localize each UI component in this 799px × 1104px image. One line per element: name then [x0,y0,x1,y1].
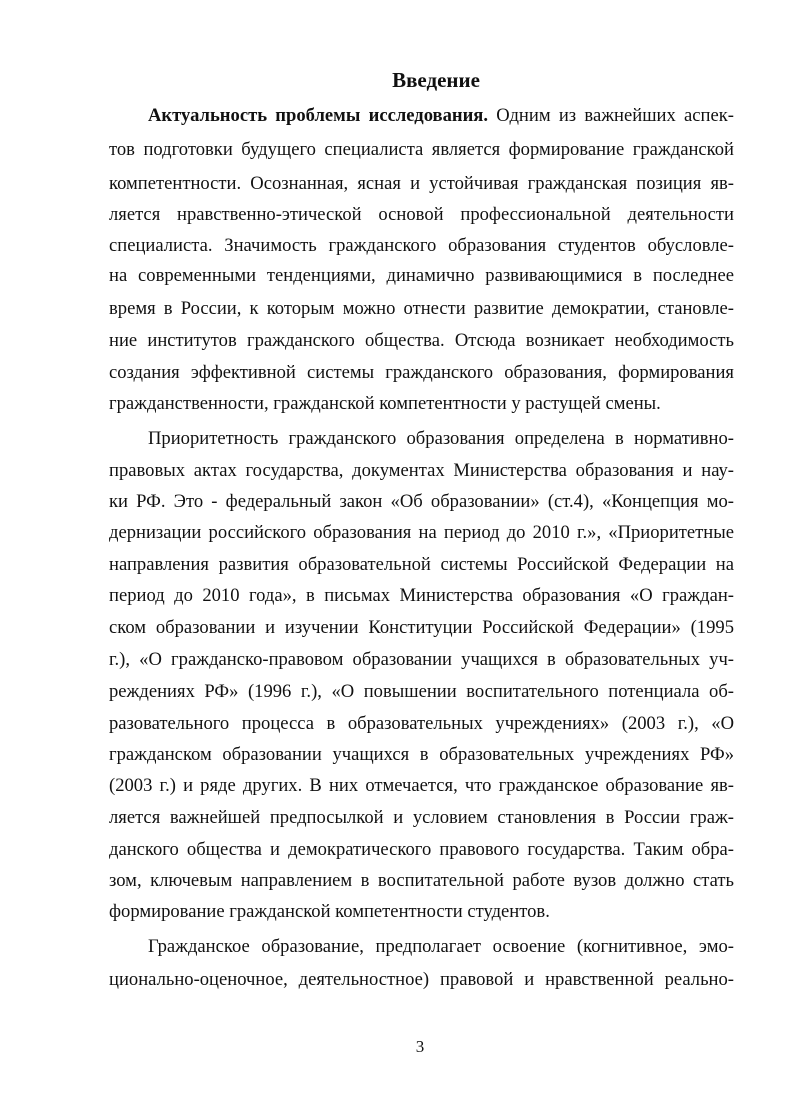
text-line: (2003 г.) и ряде других. В них отмечается, что гражданское образование яв- [109,775,734,796]
text-line: ние институтов гражданского общества. Отсюда возникает необходимость [109,330,734,351]
text-line: гражданственности, гражданской компетентности у растущей смены. [109,393,661,414]
text-line: формирование гражданской компетентности студентов. [109,901,550,922]
text-line: ционально-оценочное, деятельностное) правовой и нравственной реально- [109,969,734,990]
text-line: период до 2010 года», в письмах Министерства образования «О граждан- [109,585,734,606]
text-line: направления развития образовательной системы Российской Федерации на [109,554,734,575]
text-line: г.), «О гражданско-правовом образовании учащихся в образовательных уч- [109,649,734,670]
text-span: Одним из важнейших аспек- [488,105,734,126]
text-line: Приоритетность гражданского образования определена в нормативно- [148,428,734,449]
text-line: правовых актах государства, документах Министерства образования и нау- [109,460,734,481]
text-line: гражданском образовании учащихся в образовательных учреждениях РФ» [109,744,734,765]
text-line: ляется нравственно-этической основой профессиональной деятельности [109,204,734,225]
text-line: компетентности. Осознанная, ясная и устойчивая гражданская позиция яв- [109,173,734,194]
page-number: 3 [415,1037,425,1056]
text-line: на современными тенденциями, динамично развивающимися в последнее [109,265,734,286]
section-heading: Введение [392,68,480,92]
text-line: тов подготовки будущего специалиста является формирование гражданской [109,139,734,160]
text-line: время в России, к которым можно отнести развитие демократии, становле- [109,298,734,319]
text-line: зом, ключевым направлением в воспитательной работе вузов должно стать [109,870,734,891]
text-line: ском образовании и изучении Конституции Российской Федерации» (1995 [109,617,734,638]
text-line: реждениях РФ» (1996 г.), «О повышении воспитательного потенциала об- [109,681,734,702]
text-line: разовательного процесса в образовательных учреждениях» (2003 г.), «О [109,713,734,734]
text-line: ки РФ. Это - федеральный закон «Об образовании» (ст.4), «Концепция мо- [109,491,734,512]
text-line: данского общества и демократического правового государства. Таким обра- [109,839,734,860]
text-line [148,99,734,133]
lead-phrase: Актуальность проблемы исследования. [148,105,488,126]
text-line: дернизации российского образования на период до 2010 г.», «Приоритетные [109,522,734,543]
text-line: ляется важнейшей предпосылкой и условием становления в России граж- [109,807,734,828]
text-line: специалиста. Значимость гражданского образования студентов обусловле- [109,235,734,256]
text-line: создания эффективной системы гражданского образования, формирования [109,362,734,383]
text-line: Гражданское образование, предполагает освоение (когнитивное, эмо- [148,936,734,957]
